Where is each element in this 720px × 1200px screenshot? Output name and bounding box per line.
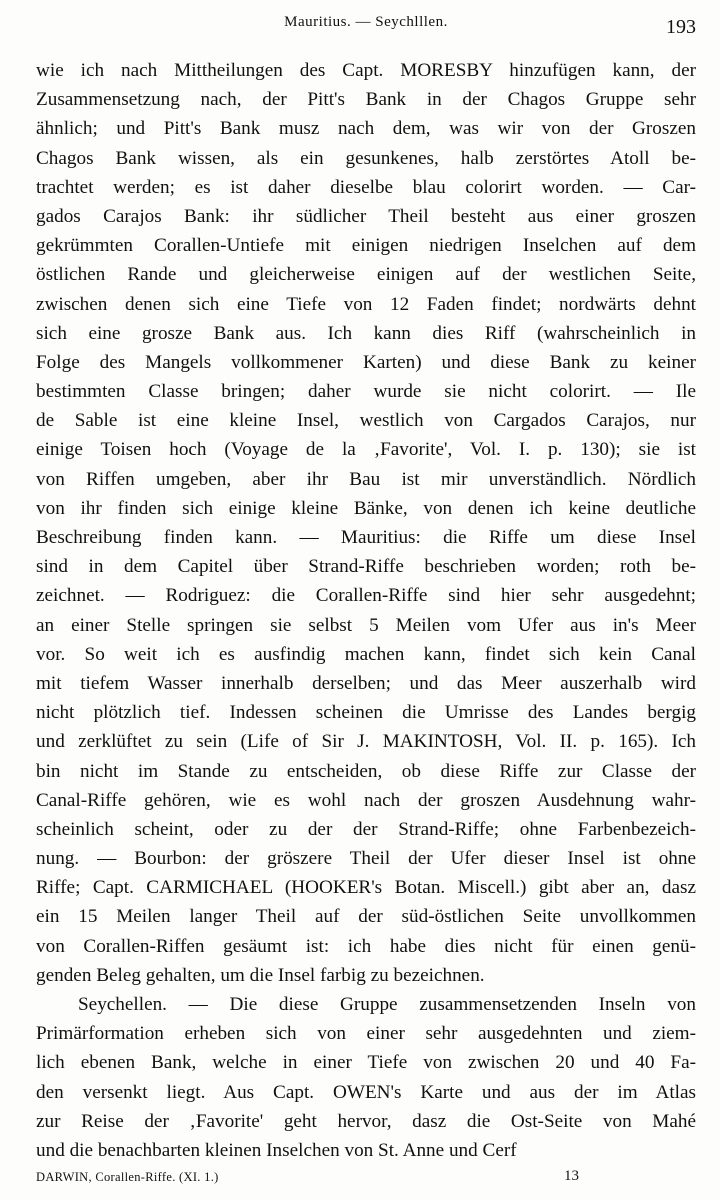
text-line: von Corallen-Riffen gesäumt ist: ich habe dies nicht für einen genü- — [36, 935, 696, 957]
text-line: gados Carajos Bank: ihr südlicher Theil besteht aus einer groszen — [36, 205, 696, 227]
text-line: bestimmten Classe bringen; daher wurde sie nicht colorirt. — Ile — [36, 381, 696, 403]
text-line: zeichnet. — Rodriguez: die Corallen-Riffe sind hier sehr ausgedehnt; — [36, 585, 696, 607]
page-footer — [36, 1168, 696, 1192]
text-line: ein 15 Meilen langer Theil auf der süd-östlichen Seite unvollkommen — [36, 906, 696, 928]
running-head: Mauritius. — Seychlllen. — [284, 14, 448, 30]
text-line: ähnlich; und Pitt's Bank musz nach dem, was wir von der Groszen — [36, 118, 696, 140]
text-line: mit tiefem Wasser innerhalb derselben; und das Meer auszerhalb wird — [36, 672, 696, 694]
footer-signature-text: DARWIN, Corallen-Riffe. (XI. 1.) — [36, 1170, 219, 1184]
text-line: einige Toisen hoch (Voyage de la ‚Favorite', Vol. I. p. 130); sie ist — [36, 439, 696, 461]
text-line: wie ich nach Mittheilungen des Capt. MORESBY hinzufügen kann, der — [36, 60, 696, 81]
text-line: nicht plötzlich tief. Indessen scheinen die Umrisse des Landes bergig — [36, 702, 696, 724]
text-line: trachtet werden; es ist daher dieselbe blau colorirt worden. — Car- — [36, 176, 696, 198]
text-line: an einer Stelle springen sie selbst 5 Meilen vom Ufer aus in's Meer — [36, 614, 696, 636]
text-line: und zerklüftet zu sein (Life of Sir J. MAKINTOSH, Vol. II. p. 165). Ich — [36, 731, 696, 753]
text-line: Folge des Mangels vollkommener Karten) und diese Bank zu keiner — [36, 351, 696, 373]
text-line: sind in dem Capitel über Strand-Riffe beschrieben worden; roth be- — [36, 556, 696, 578]
page-header — [36, 6, 696, 46]
text-line: gekrümmten Corallen-Untiefe mit einigen niedrigen Inselchen auf dem — [36, 235, 696, 257]
page-number: 193 — [666, 16, 696, 38]
text-line: scheinlich scheint, oder zu der der Strand-Riffe; ohne Farbenbezeich- — [36, 818, 696, 840]
body-text — [36, 56, 696, 1165]
text-line: den versenkt liegt. Aus Capt. OWEN's Karte und aus der im Atlas — [36, 1081, 696, 1103]
text-line: zwischen denen sich eine Tiefe von 12 Faden findet; nordwärts dehnt — [36, 293, 696, 315]
text-line: de Sable ist eine kleine Insel, westlich von Cargados Carajos, nur — [36, 410, 696, 432]
text-line: Riffe; Capt. CARMICHAEL (HOOKER's Botan. Miscell.) gibt aber an, dasz — [36, 877, 696, 899]
footer-signature-number: 13 — [564, 1168, 579, 1184]
text-line: genden Beleg gehalten, um die Insel farbig zu bezeichnen. — [36, 964, 485, 986]
text-line: Beschreibung finden kann. — Mauritius: die Riffe um diese Insel — [36, 527, 696, 548]
text-line: bin nicht im Stande zu entscheiden, ob diese Riffe zur Classe der — [36, 760, 696, 782]
text-line: Zusammensetzung nach, der Pitt's Bank in der Chagos Gruppe sehr — [36, 89, 696, 111]
text-line: zur Reise der ‚Favorite' geht hervor, dasz die Ost-Seite von Mahé — [36, 1110, 696, 1132]
text-line: sich eine grosze Bank aus. Ich kann dies Riff (wahrscheinlich in — [36, 322, 696, 344]
text-line: Seychellen. — Die diese Gruppe zusammensetzenden Inseln von — [78, 994, 696, 1015]
text-line: vor. So weit ich es ausfindig machen kann, findet sich kein Canal — [36, 643, 696, 665]
text-line: von Riffen umgeben, aber ihr Bau ist mir unverständlich. Nördlich — [36, 468, 696, 490]
text-line: Canal-Riffe gehören, wie es wohl nach der groszen Ausdehnung wahr- — [36, 789, 696, 811]
text-line: östlichen Rande und gleicherweise einigen auf der westlichen Seite, — [36, 264, 696, 286]
text-line: Primärformation erheben sich von einer sehr ausgedehnten und ziem- — [36, 1023, 696, 1045]
text-line: lich ebenen Bank, welche in einer Tiefe von zwischen 20 und 40 Fa- — [36, 1052, 696, 1074]
text-line: und die benachbarten kleinen Inselchen von St. Anne und Cerf — [36, 1139, 517, 1161]
text-line: von ihr finden sich einige kleine Bänke, von denen ich keine deutliche — [36, 497, 696, 519]
text-line: nung. — Bourbon: der gröszere Theil der Ufer dieser Insel ist ohne — [36, 848, 696, 870]
text-line: Chagos Bank wissen, als ein gesunkenes, halb zerstörtes Atoll be- — [36, 147, 696, 169]
